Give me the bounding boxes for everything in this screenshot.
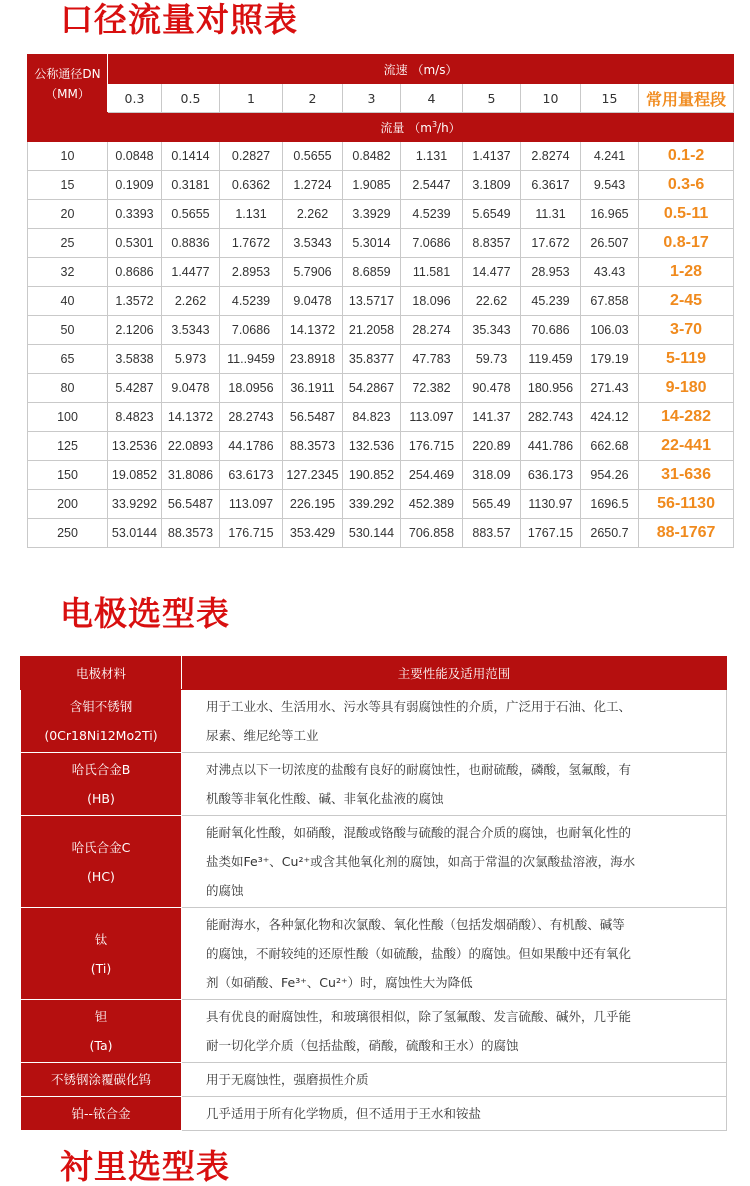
electrode-material-cell: [21, 908, 182, 1000]
flow-value-cell: 0.8686: [108, 258, 162, 287]
dn-cell: 65: [28, 345, 108, 374]
flow-value-cell: 1767.15: [521, 519, 581, 548]
dn-cell: 250: [28, 519, 108, 548]
flow-value-cell: 21.2058: [343, 316, 401, 345]
flow-value-cell: 11.581: [401, 258, 463, 287]
table-row: [28, 345, 734, 374]
range-cell: 31-636: [639, 461, 734, 490]
dn-header-line1: 公称通径DN: [34, 66, 101, 81]
electrode-description-line: 用于工业水、生活用水、污水等具有弱腐蚀性的介质，广泛用于石油、化工、: [206, 699, 632, 714]
flow-value-cell: 28.953: [521, 258, 581, 287]
flow-value-cell: 18.0956: [220, 374, 283, 403]
flow-value-cell: 636.173: [521, 461, 581, 490]
electrode-material-line: (HC): [87, 868, 115, 884]
table-row: [28, 461, 734, 490]
velocity-header: 流速 （m/s）: [108, 55, 734, 84]
flow-value-cell: 3.5343: [283, 229, 343, 258]
flow-unit-header: [108, 113, 734, 142]
table-row: [28, 490, 734, 519]
flow-value-cell: 14.477: [463, 258, 521, 287]
flow-value-cell: 5.973: [162, 345, 220, 374]
velocity-cell: 15: [581, 84, 639, 113]
flow-value-cell: 1.4477: [162, 258, 220, 287]
flow-value-cell: 23.8918: [283, 345, 343, 374]
table-row: [28, 142, 734, 171]
flow-value-cell: 13.5717: [343, 287, 401, 316]
flow-value-cell: 0.5655: [162, 200, 220, 229]
flow-value-cell: 59.73: [463, 345, 521, 374]
range-cell: 9-180: [639, 374, 734, 403]
flow-value-cell: 0.8482: [343, 142, 401, 171]
dn-cell: 25: [28, 229, 108, 258]
table-row: [28, 374, 734, 403]
flow-value-cell: 13.2536: [108, 432, 162, 461]
flow-value-cell: 19.0852: [108, 461, 162, 490]
flow-value-cell: 0.1414: [162, 142, 220, 171]
flow-value-cell: 132.536: [343, 432, 401, 461]
velocity-cell: 1: [220, 84, 283, 113]
flow-value-cell: 226.195: [283, 490, 343, 519]
flow-value-cell: 1.131: [220, 200, 283, 229]
flow-table-title: 口径流量对照表: [60, 0, 298, 39]
range-cell: 14-282: [639, 403, 734, 432]
electrode-description-line: 盐类如Fe³⁺、Cu²⁺或含其他氧化剂的腐蚀，如高于常温的次氯酸盐溶液，海水: [206, 854, 636, 869]
flow-value-cell: 5.3014: [343, 229, 401, 258]
electrode-material-line: 铂--铱合金: [71, 1106, 131, 1121]
range-cell: 22-441: [639, 432, 734, 461]
flow-value-cell: 530.144: [343, 519, 401, 548]
flow-value-cell: 5.7906: [283, 258, 343, 287]
flow-value-cell: 3.3929: [343, 200, 401, 229]
flow-header-sup: 3: [431, 119, 438, 129]
dn-cell: 20: [28, 200, 108, 229]
flow-value-cell: 54.2867: [343, 374, 401, 403]
flow-value-cell: 9.0478: [283, 287, 343, 316]
flow-value-cell: 141.37: [463, 403, 521, 432]
table-row: [28, 519, 734, 548]
dn-cell: 32: [28, 258, 108, 287]
flow-value-cell: 254.469: [401, 461, 463, 490]
flow-value-cell: 5.6549: [463, 200, 521, 229]
flow-value-cell: 1.3572: [108, 287, 162, 316]
velocity-cell: 0.3: [108, 84, 162, 113]
flow-value-cell: 1.2724: [283, 171, 343, 200]
table-row: [28, 171, 734, 200]
flow-value-cell: 706.858: [401, 519, 463, 548]
range-header: 常用量程段: [639, 84, 734, 113]
flow-value-cell: 36.1911: [283, 374, 343, 403]
electrode-description-line: 剂（如硝酸、Fe³⁺、Cu²⁺）时，腐蚀性大为降低: [206, 975, 473, 990]
dn-cell: 100: [28, 403, 108, 432]
flow-value-cell: 176.715: [401, 432, 463, 461]
electrode-table: [20, 656, 727, 1131]
electrode-description-cell: [182, 908, 727, 1000]
range-cell: 1-28: [639, 258, 734, 287]
flow-value-cell: 441.786: [521, 432, 581, 461]
flow-value-cell: 35.343: [463, 316, 521, 345]
flow-value-cell: 28.2743: [220, 403, 283, 432]
flow-value-cell: 2.262: [162, 287, 220, 316]
electrode-material-cell: [21, 1000, 182, 1063]
flow-header-suffix: /h）: [437, 120, 461, 135]
electrode-performance-header: 主要性能及适用范围: [182, 657, 727, 690]
flow-value-cell: 2.5447: [401, 171, 463, 200]
range-cell: 56-1130: [639, 490, 734, 519]
flow-value-cell: 1.9085: [343, 171, 401, 200]
dn-cell: 200: [28, 490, 108, 519]
flow-value-cell: 56.5487: [162, 490, 220, 519]
dn-header-line2: （MM）: [45, 86, 90, 101]
flow-value-cell: 883.57: [463, 519, 521, 548]
electrode-description-line: 机酸等非氧化性酸、碱、非氧化盐液的腐蚀: [206, 791, 444, 806]
flow-value-cell: 318.09: [463, 461, 521, 490]
range-cell: 0.1-2: [639, 142, 734, 171]
flow-value-cell: 271.43: [581, 374, 639, 403]
flow-value-cell: 45.239: [521, 287, 581, 316]
flow-value-cell: 11.31: [521, 200, 581, 229]
electrode-description-line: 具有优良的耐腐蚀性，和玻璃很相似，除了氢氟酸、发言硫酸、碱外，几乎能: [206, 1009, 632, 1024]
velocity-cell: 0.5: [162, 84, 220, 113]
flow-value-cell: 4.241: [581, 142, 639, 171]
dn-cell: 40: [28, 287, 108, 316]
flow-value-cell: 9.543: [581, 171, 639, 200]
flow-value-cell: 662.68: [581, 432, 639, 461]
flow-value-cell: 53.0144: [108, 519, 162, 548]
flow-value-cell: 220.89: [463, 432, 521, 461]
table-row: [21, 908, 727, 1000]
flow-value-cell: 0.8836: [162, 229, 220, 258]
flow-value-cell: 7.0686: [401, 229, 463, 258]
electrode-material-line: 钛: [94, 931, 108, 947]
electrode-material-line: 钽: [94, 1009, 108, 1024]
velocity-cell: 2: [283, 84, 343, 113]
flow-value-cell: 90.478: [463, 374, 521, 403]
electrode-description-line: 耐一切化学介质（包括盐酸，硝酸，硫酸和王水）的腐蚀: [206, 1038, 519, 1053]
flow-value-cell: 113.097: [401, 403, 463, 432]
flow-value-cell: 72.382: [401, 374, 463, 403]
flow-value-cell: 9.0478: [162, 374, 220, 403]
dn-header: [28, 55, 108, 113]
flow-value-cell: 0.3393: [108, 200, 162, 229]
range-cell: 0.5-11: [639, 200, 734, 229]
flow-value-cell: 0.2827: [220, 142, 283, 171]
electrode-material-line: (HB): [87, 791, 115, 806]
flow-value-cell: 452.389: [401, 490, 463, 519]
range-cell: 0.3-6: [639, 171, 734, 200]
flow-value-cell: 353.429: [283, 519, 343, 548]
table-row: [28, 229, 734, 258]
flow-value-cell: 84.823: [343, 403, 401, 432]
flow-value-cell: 88.3573: [162, 519, 220, 548]
flow-value-cell: 0.6362: [220, 171, 283, 200]
flow-value-cell: 16.965: [581, 200, 639, 229]
flow-value-cell: 11..9459: [220, 345, 283, 374]
electrode-material-line: 哈氏合金C: [71, 839, 131, 855]
table-row: [21, 816, 727, 908]
dn-cell: 10: [28, 142, 108, 171]
range-cell: 2-45: [639, 287, 734, 316]
flow-value-cell: 127.2345: [283, 461, 343, 490]
flow-value-cell: 6.3617: [521, 171, 581, 200]
electrode-description-line: 能耐氧化性酸，如硝酸，混酸或铬酸与硫酸的混合介质的腐蚀，也耐氧化性的: [206, 825, 632, 840]
flow-value-cell: 0.1909: [108, 171, 162, 200]
electrode-description-line: 能耐海水，各种氯化物和次氯酸、氧化性酸（包括发烟硝酸）、有机酸、碱等: [206, 917, 625, 932]
flow-value-cell: 119.459: [521, 345, 581, 374]
dn-cell: 50: [28, 316, 108, 345]
electrode-description-line: 的腐蚀，不耐较纯的还原性酸（如硫酸，盐酸）的腐蚀。但如果酸中还有氧化: [206, 946, 632, 961]
flow-value-cell: 44.1786: [220, 432, 283, 461]
range-cell: 3-70: [639, 316, 734, 345]
flow-value-cell: 954.26: [581, 461, 639, 490]
flow-value-cell: 56.5487: [283, 403, 343, 432]
table-row: [21, 690, 727, 753]
electrode-description-cell: [182, 1063, 727, 1097]
flow-value-cell: 339.292: [343, 490, 401, 519]
electrode-material-cell: [21, 816, 182, 908]
flow-value-cell: 0.0848: [108, 142, 162, 171]
table-row: [28, 403, 734, 432]
range-cell: 0.8-17: [639, 229, 734, 258]
flow-value-cell: 424.12: [581, 403, 639, 432]
table-row: [28, 200, 734, 229]
flow-value-cell: 282.743: [521, 403, 581, 432]
electrode-description-line: 尿素、维尼纶等工业: [206, 728, 319, 743]
electrode-material-line: (Ta): [89, 1038, 113, 1053]
electrode-material-cell: [21, 690, 182, 753]
flow-header-text: 流量 （m: [380, 120, 432, 135]
electrode-material-cell: [21, 1097, 182, 1131]
table-row: [28, 258, 734, 287]
table-row: [21, 1000, 727, 1063]
range-cell: 5-119: [639, 345, 734, 374]
flow-value-cell: 2.1206: [108, 316, 162, 345]
flow-value-cell: 14.1372: [283, 316, 343, 345]
flow-value-cell: 2.8953: [220, 258, 283, 287]
flow-value-cell: 8.8357: [463, 229, 521, 258]
flow-value-cell: 22.62: [463, 287, 521, 316]
flow-value-cell: 1.4137: [463, 142, 521, 171]
electrode-description-cell: [182, 753, 727, 816]
flow-value-cell: 17.672: [521, 229, 581, 258]
flow-value-cell: 0.3181: [162, 171, 220, 200]
electrode-material-header: 电极材料: [21, 657, 182, 690]
flow-value-cell: 179.19: [581, 345, 639, 374]
dn-cell: 150: [28, 461, 108, 490]
flow-value-cell: 14.1372: [162, 403, 220, 432]
table-row: [21, 1097, 727, 1131]
electrode-material-line: 不锈钢涂覆碳化钨: [50, 1072, 151, 1087]
flow-value-cell: 0.5655: [283, 142, 343, 171]
range-cell: 88-1767: [639, 519, 734, 548]
electrode-material-cell: [21, 753, 182, 816]
flow-value-cell: 4.5239: [220, 287, 283, 316]
electrode-material-cell: [21, 1063, 182, 1097]
flow-value-cell: 8.4823: [108, 403, 162, 432]
electrode-description-line: 几乎适用于所有化学物质，但不适用于王水和铵盐: [206, 1106, 482, 1121]
electrode-material-line: 含钼不锈钢: [69, 699, 133, 714]
electrode-description-line: 用于无腐蚀性，强磨损性介质: [206, 1072, 369, 1087]
flow-header-spacer: [28, 113, 108, 142]
table-row: [28, 316, 734, 345]
lining-table-title: 衬里选型表: [60, 1147, 230, 1186]
velocity-row: [28, 84, 734, 113]
electrode-material-line: (0Cr18Ni12Mo2Ti): [44, 728, 158, 743]
flow-value-cell: 106.03: [581, 316, 639, 345]
table-row: [28, 287, 734, 316]
electrode-material-line: 哈氏合金B: [71, 762, 131, 777]
flow-value-cell: 1696.5: [581, 490, 639, 519]
flow-value-cell: 5.4287: [108, 374, 162, 403]
table-row: [21, 753, 727, 816]
flow-value-cell: 26.507: [581, 229, 639, 258]
electrode-description-cell: [182, 1000, 727, 1063]
flow-value-cell: 4.5239: [401, 200, 463, 229]
flow-value-cell: 67.858: [581, 287, 639, 316]
flow-value-cell: 0.5301: [108, 229, 162, 258]
dn-cell: 125: [28, 432, 108, 461]
flow-value-cell: 28.274: [401, 316, 463, 345]
dn-cell: 15: [28, 171, 108, 200]
flow-value-cell: 2.8274: [521, 142, 581, 171]
flow-value-cell: 565.49: [463, 490, 521, 519]
flow-value-cell: 7.0686: [220, 316, 283, 345]
flow-value-cell: 176.715: [220, 519, 283, 548]
flow-value-cell: 31.8086: [162, 461, 220, 490]
velocity-cell: 4: [401, 84, 463, 113]
flow-table: [27, 54, 734, 548]
flow-value-cell: 2650.7: [581, 519, 639, 548]
flow-value-cell: 1.7672: [220, 229, 283, 258]
flow-value-cell: 63.6173: [220, 461, 283, 490]
velocity-cell: 3: [343, 84, 401, 113]
flow-value-cell: 47.783: [401, 345, 463, 374]
flow-value-cell: 22.0893: [162, 432, 220, 461]
flow-value-cell: 8.6859: [343, 258, 401, 287]
flow-value-cell: 33.9292: [108, 490, 162, 519]
flow-value-cell: 43.43: [581, 258, 639, 287]
flow-value-cell: 70.686: [521, 316, 581, 345]
velocity-cell: 10: [521, 84, 581, 113]
electrode-description-line: 对沸点以下一切浓度的盐酸有良好的耐腐蚀性，也耐硫酸，磷酸，氢氟酸，有: [206, 762, 632, 777]
flow-value-cell: 88.3573: [283, 432, 343, 461]
dn-cell: 80: [28, 374, 108, 403]
electrode-description-cell: [182, 1097, 727, 1131]
table-row: [21, 1063, 727, 1097]
flow-value-cell: 18.096: [401, 287, 463, 316]
flow-value-cell: 3.5343: [162, 316, 220, 345]
table-row: [28, 432, 734, 461]
velocity-cell: 5: [463, 84, 521, 113]
electrode-description-cell: [182, 816, 727, 908]
electrode-description-cell: [182, 690, 727, 753]
flow-value-cell: 1.131: [401, 142, 463, 171]
flow-value-cell: 180.956: [521, 374, 581, 403]
flow-value-cell: 3.5838: [108, 345, 162, 374]
flow-value-cell: 3.1809: [463, 171, 521, 200]
electrode-description-line: 的腐蚀: [206, 883, 244, 898]
flow-value-cell: 190.852: [343, 461, 401, 490]
electrode-table-title: 电极选型表: [60, 594, 230, 633]
flow-value-cell: 113.097: [220, 490, 283, 519]
flow-value-cell: 35.8377: [343, 345, 401, 374]
electrode-material-line: (Ti): [90, 960, 112, 976]
flow-value-cell: 2.262: [283, 200, 343, 229]
flow-value-cell: 1130.97: [521, 490, 581, 519]
